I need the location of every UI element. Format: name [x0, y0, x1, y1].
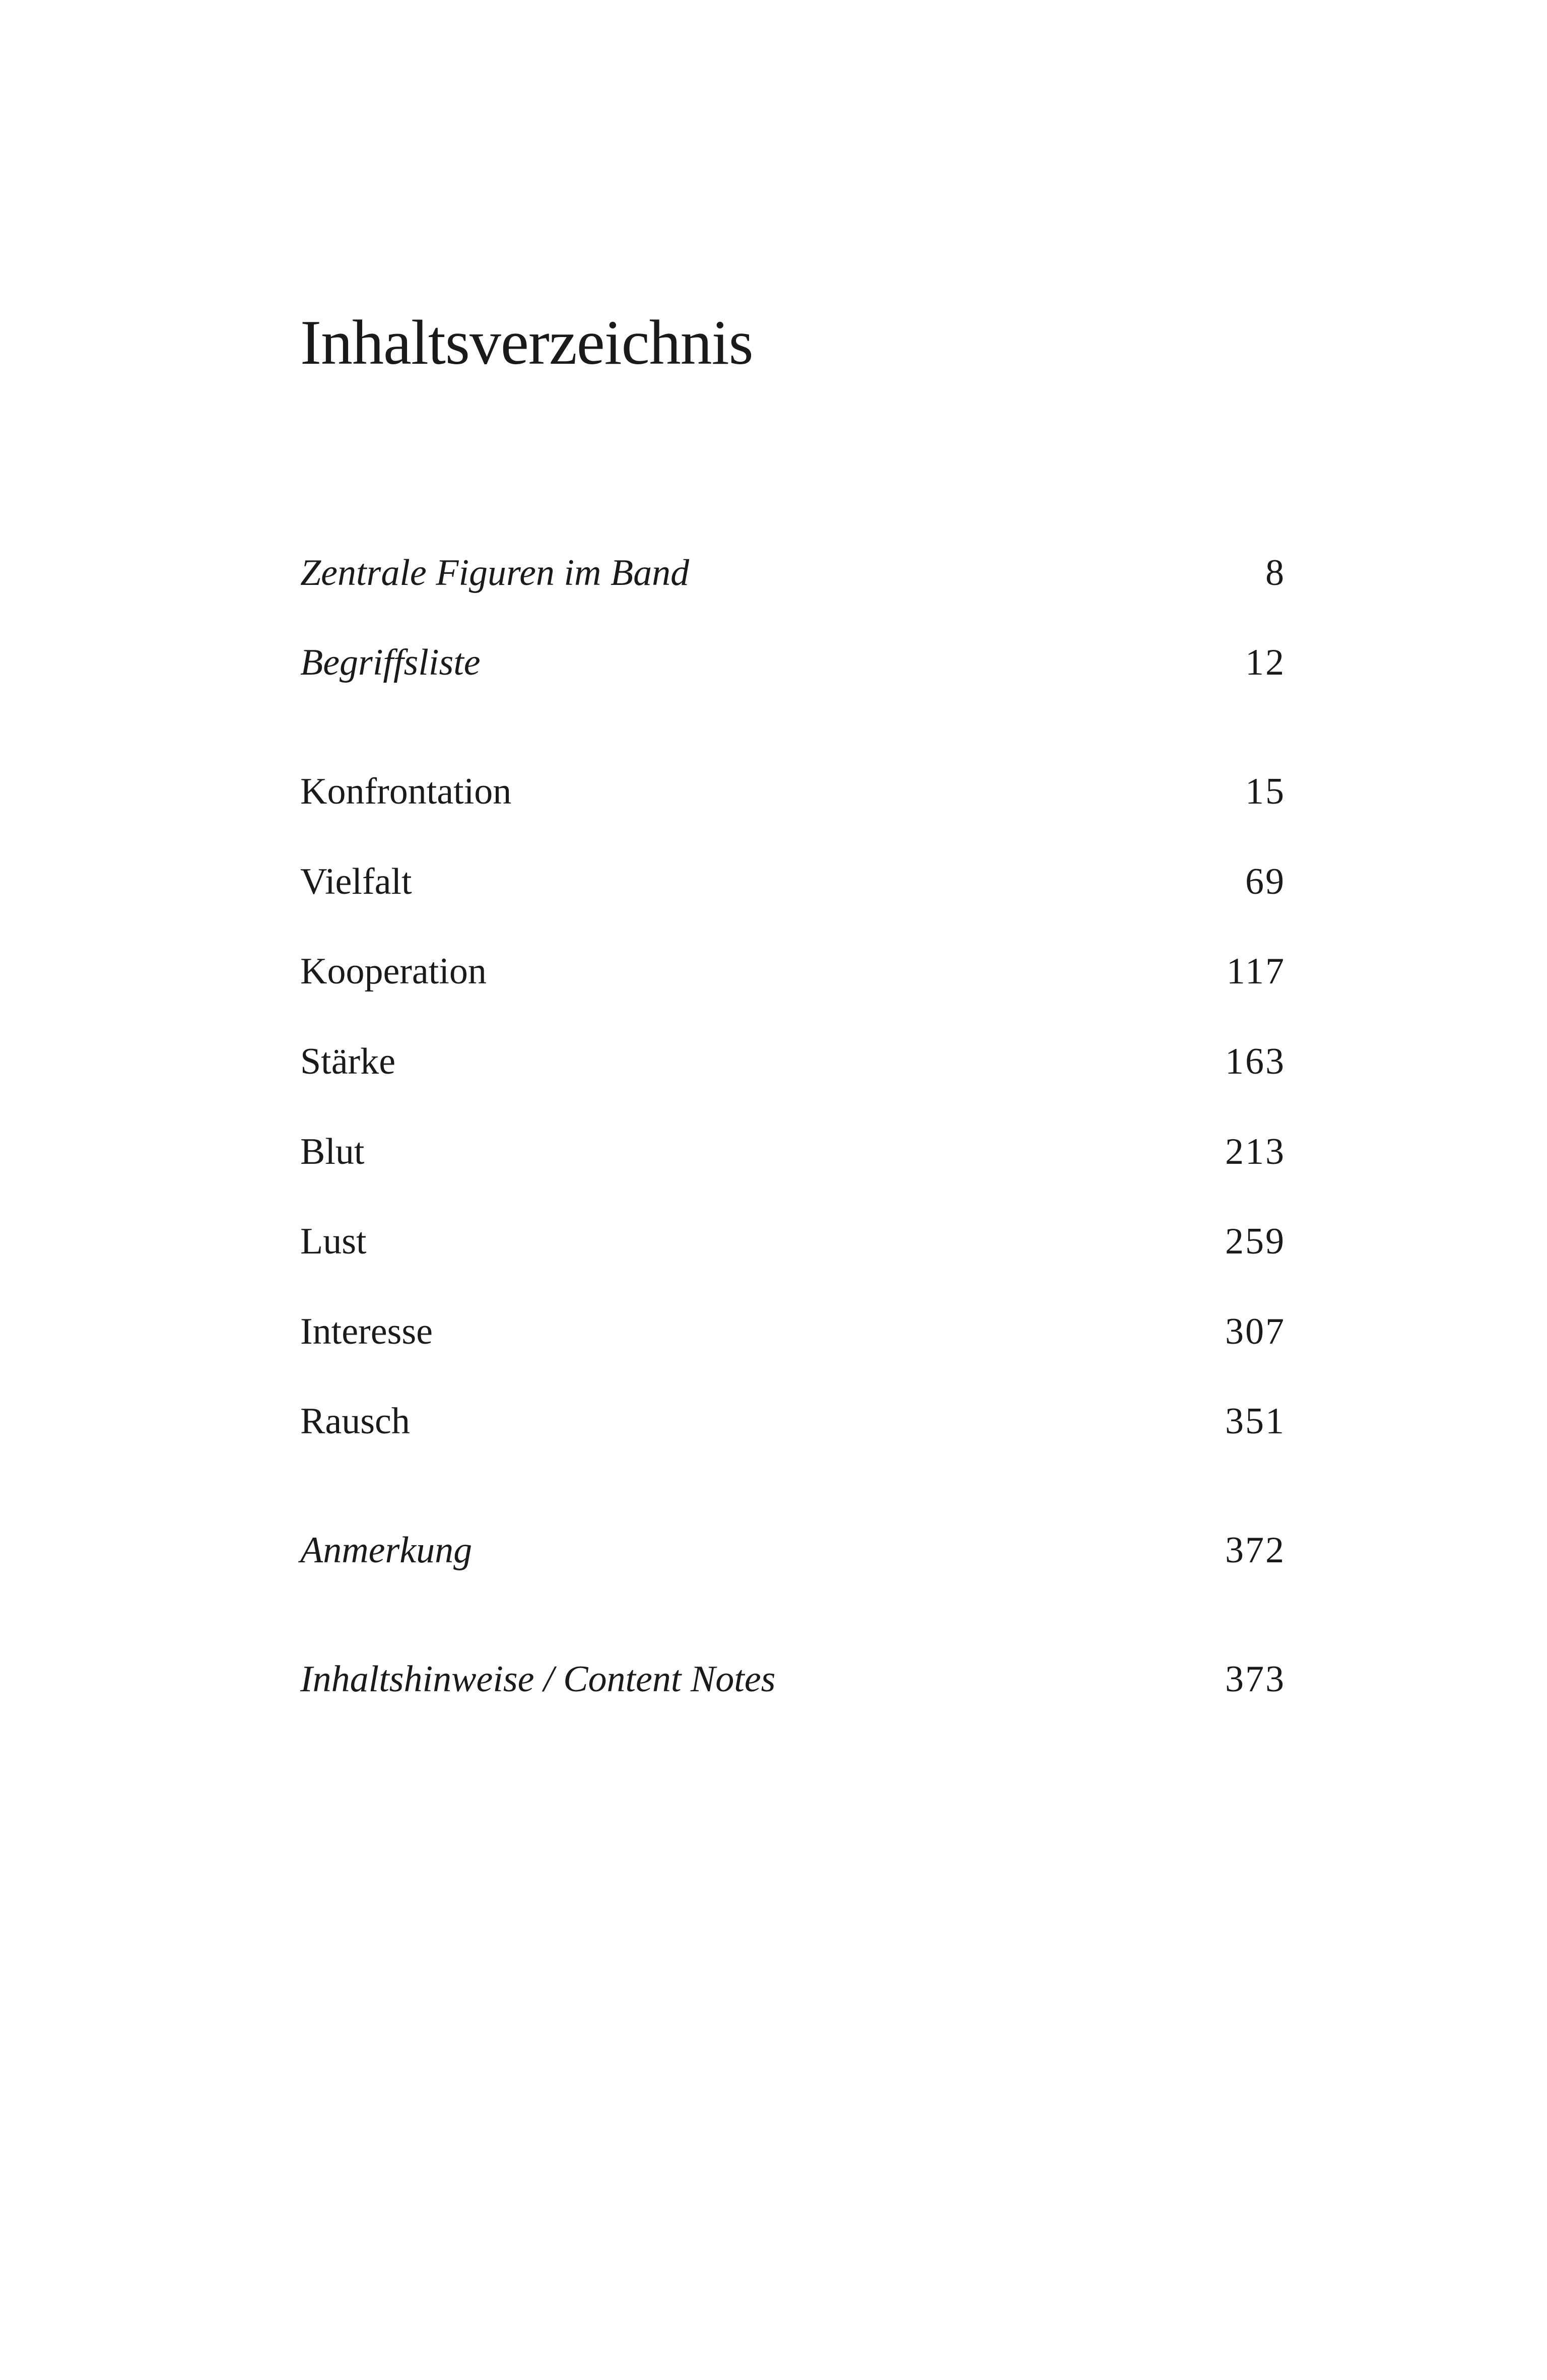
toc-entry-label: Anmerkung — [300, 1530, 473, 1571]
toc-entry-label: Stärke — [300, 1041, 396, 1082]
toc-entry-zentrale-figuren[interactable] — [300, 545, 1286, 601]
toc-entry-kooperation[interactable] — [300, 944, 1286, 999]
toc-entry-label: Lust — [300, 1221, 367, 1262]
toc-entry-page-number: 259 — [1225, 1221, 1286, 1262]
toc-entry-page-number: 213 — [1225, 1131, 1286, 1172]
toc-entry-label: Vielfalt — [300, 861, 412, 902]
toc-entry-label: Rausch — [300, 1401, 410, 1442]
toc-entry-page-number: 69 — [1245, 861, 1286, 902]
toc-entry-lust[interactable] — [300, 1214, 1286, 1269]
toc-entry-page-number: 307 — [1225, 1311, 1286, 1352]
toc-entry-label: Blut — [300, 1131, 365, 1172]
toc-entry-label: Konfrontation — [300, 771, 512, 812]
toc-entry-page-number: 351 — [1225, 1401, 1286, 1442]
toc-entry-page-number: 373 — [1225, 1659, 1286, 1700]
toc-entry-content-notes[interactable] — [300, 1651, 1286, 1707]
toc-entry-page-number: 117 — [1226, 951, 1286, 992]
toc-entry-anmerkung[interactable] — [300, 1523, 1286, 1578]
toc-entry-interesse[interactable] — [300, 1304, 1286, 1359]
toc-entry-rausch[interactable] — [300, 1394, 1286, 1449]
toc-entry-page-number: 8 — [1265, 552, 1286, 593]
toc-entry-page-number: 163 — [1225, 1041, 1286, 1082]
toc-entry-label: Begriffsliste — [300, 642, 481, 683]
toc-entry-vielfalt[interactable] — [300, 854, 1286, 909]
table-of-contents — [300, 0, 1286, 2380]
toc-entry-label: Interesse — [300, 1311, 433, 1352]
toc-entry-page-number: 15 — [1245, 771, 1286, 812]
toc-entry-label: Kooperation — [300, 951, 487, 992]
toc-entry-label: Zentrale Figuren im Band — [300, 552, 690, 593]
page-title: Inhaltsverzeichnis — [300, 308, 753, 378]
toc-entry-blut[interactable] — [300, 1124, 1286, 1179]
toc-entry-page-number: 372 — [1225, 1530, 1286, 1571]
toc-entry-page-number: 12 — [1245, 642, 1286, 683]
toc-entry-label: Inhaltshinweise / Content Notes — [300, 1659, 776, 1700]
toc-entry-konfrontation[interactable] — [300, 764, 1286, 819]
toc-entry-staerke[interactable] — [300, 1034, 1286, 1089]
toc-entry-begriffsliste[interactable] — [300, 635, 1286, 690]
